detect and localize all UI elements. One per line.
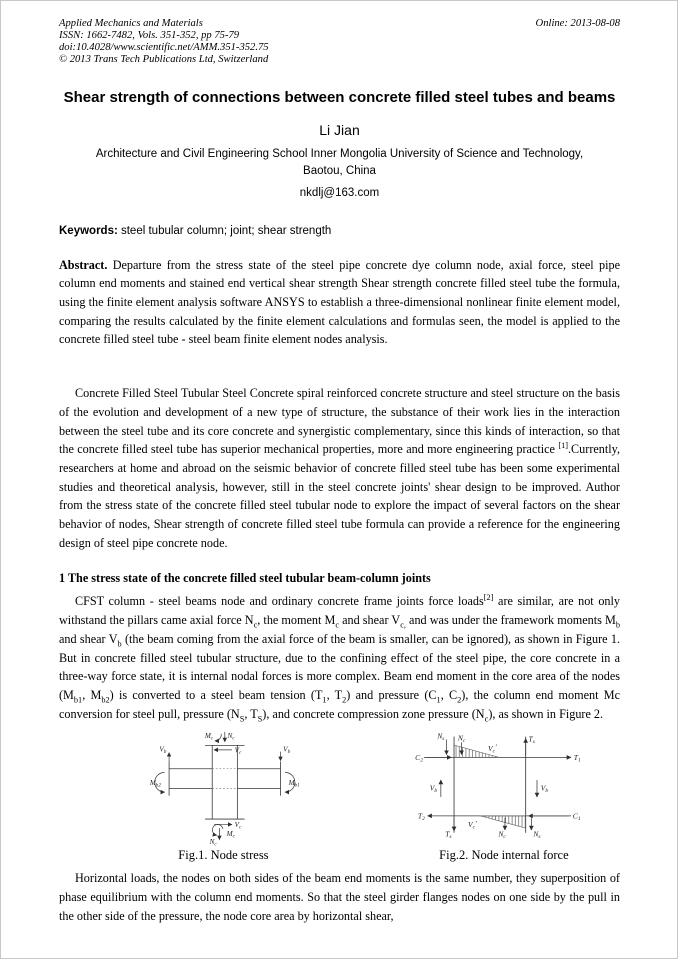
figure-1 — [59, 731, 388, 863]
intro-paragraph: Concrete Filled Steel Tubular Steel Concrete spiral reinforced concrete structure and steel structure on the basis of the evolution and development of a new type of structure, the substance of their work lies in the interaction between the steel tube and its core concrete and synergistic complementary, since this kinds of interaction, so that the concrete filled steel tube has superior mechanical properties, more and more engineering practice [1].Currently, researchers at home and abroad on the seismic behavior of concrete filled steel tube has been some experimental studies and theoretical analysis, however, still in the steel concrete joints' shear design to be improved. Author from the stress state of the concrete filled steel tubular node to explore the impact of several factors on the shear behavior of nodes, Shear strength of concrete filled steel tube formula can provide a reference for the engineering design of steel pipe concrete node. — [59, 386, 620, 550]
fig2-label-c1: $C_1$ — [572, 812, 581, 823]
beam-flange-dashed-continuation — [213, 769, 238, 789]
fig1-label-mb1: $M_{b1}$ — [288, 779, 301, 789]
affiliation-line-2: Baotou, China — [303, 164, 376, 177]
fig2-label-t2: $T_2$ — [417, 812, 425, 823]
figure-1-caption: Fig.1. Node stress — [178, 848, 269, 863]
figure-2-caption: Fig.2. Node internal force — [439, 848, 569, 863]
abstract-label: Abstract. — [59, 257, 108, 272]
journal-header — [59, 18, 620, 66]
fig1-label-vb-right: $V_b$ — [283, 746, 291, 756]
fig2-label-ts-bot: $T_s$ — [445, 829, 452, 841]
section-1-paragraph: CFST column - steel beams node and ordinary concrete frame joints force loads[2] are similar, are not only withstand the pillars came axial force $N_c$, the moment $M_c$ and shear $V_{c,}$ and was under the framework moments $M_b$ and shear $V_b$ (the beam coming from the axial force of the beam is smaller, can be ignored), as shown in Figure 1. But in concrete filled steel tubular structure, due to the confining effect of the steel pipe, the core concrete in a three-way force state, it is internal nodal forces is more complex. Beam end moment in the core area of the nodes ($M_{b1}$, $M_{b2}$) is converted to a steel beam tension ($T_1$, $T_2$) and pressure ($C_1$, $C_2$), the column end moment Mc conversion for steel pull, pressure ($N_S$, $T_S$), and concrete compression zone pressure $(N_c)$, as shown in Figure 2. — [59, 593, 620, 724]
author-email: nkdlj@163.com — [299, 186, 380, 199]
fig2-label-nc-top: $N_c$ — [457, 733, 466, 745]
fig1-label-vb-left: $V_b$ — [159, 746, 167, 756]
abstract-paragraph — [59, 256, 620, 350]
fig2-label-vb-left: $V_b$ — [429, 783, 437, 795]
bottom-pressure-distribution — [480, 816, 525, 828]
figure-2-node-internal-force-diagram — [405, 731, 603, 846]
figures-row — [59, 731, 620, 863]
issn-line: ISSN: 1662-7482, Vols. 351-352, pp 75-79 — [59, 29, 240, 41]
affiliation — [59, 146, 620, 180]
fig2-label-c2: $C_2$ — [415, 753, 423, 765]
keywords-label: Keywords: — [59, 224, 118, 237]
figure-2 — [388, 731, 620, 863]
fig2-label-t1: $T_1$ — [573, 753, 581, 765]
figure-1-node-stress-diagram — [142, 731, 304, 846]
section-1-heading: 1 The stress state of the concrete filled steel tubular beam-column joints — [59, 571, 431, 586]
fig2-label-vc-top: $V_c'$ — [487, 742, 497, 755]
fig1-label-mc-top: $M_c$ — [205, 732, 214, 743]
fig1-label-nc-top: $N_c$ — [227, 732, 236, 743]
fig2-label-nc-bot: $N_c$ — [498, 829, 506, 841]
doi-line: doi:10.4028/www.scientific.net/AMM.351-352.75 — [59, 41, 269, 53]
fig2-label-ns-top: $N_s$ — [437, 731, 445, 743]
moment-arrow-top — [215, 734, 221, 741]
moment-arrow-bottom — [213, 825, 224, 836]
keywords-line — [59, 225, 620, 237]
fig1-label-mb2: $M_{b2}$ — [150, 779, 162, 789]
journal-name: Applied Mechanics and Materials — [59, 18, 203, 29]
author-name: Li Jian — [319, 121, 360, 138]
fig2-label-ns-bot: $N_s$ — [533, 829, 541, 841]
left-beam — [170, 762, 213, 796]
closing-paragraph: Horizontal loads, the nodes on both sides of the beam end moments is the same number, they superposition of phase equilibrium with the column end moments. So that the steel girder flanges nodes on one side by the pull in the other side of the pressure, the node core area by horizontal shear, — [59, 871, 620, 923]
fig1-label-nc-bot: $N_c$ — [210, 838, 218, 847]
abstract-text: Departure from the stress state of the steel pipe concrete dye column node, axial force, steel pipe column end moments and stained end vertical shear strength Shear strength concrete filled steel tube the formula, using the finite element analysis software ANSYS to establish a three-dimensional nonlinear finite element model, comparing the results calculated by the finite element calculations and formulas seen, the model is applied to the concrete filled steel tube - steel beam finite element nodes analysis. — [59, 257, 620, 347]
keywords-text: steel tubular column; joint; shear strength — [117, 224, 332, 237]
fig2-label-vb-right: $V_b$ — [540, 783, 549, 795]
copyright-line: © 2013 Trans Tech Publications Ltd, Switzerland — [59, 53, 269, 65]
fig1-label-vc-top: $V_c$ — [235, 746, 242, 757]
online-date: Online: 2013-08-08 — [535, 18, 620, 29]
page-title: Shear strength of connections between concrete filled steel tubes and beams — [63, 88, 616, 106]
affiliation-line-1: Architecture and Civil Engineering School Inner Mongolia University of Science and Technology, — [95, 147, 584, 160]
fig1-label-mc-bot: $M_c$ — [227, 830, 236, 840]
fig2-label-vc-bot: $V_c'$ — [467, 819, 477, 832]
fig1-label-vc-bot: $V_c$ — [235, 821, 242, 831]
right-beam — [238, 762, 281, 796]
fig2-label-ts-top: $T_s$ — [528, 734, 535, 746]
